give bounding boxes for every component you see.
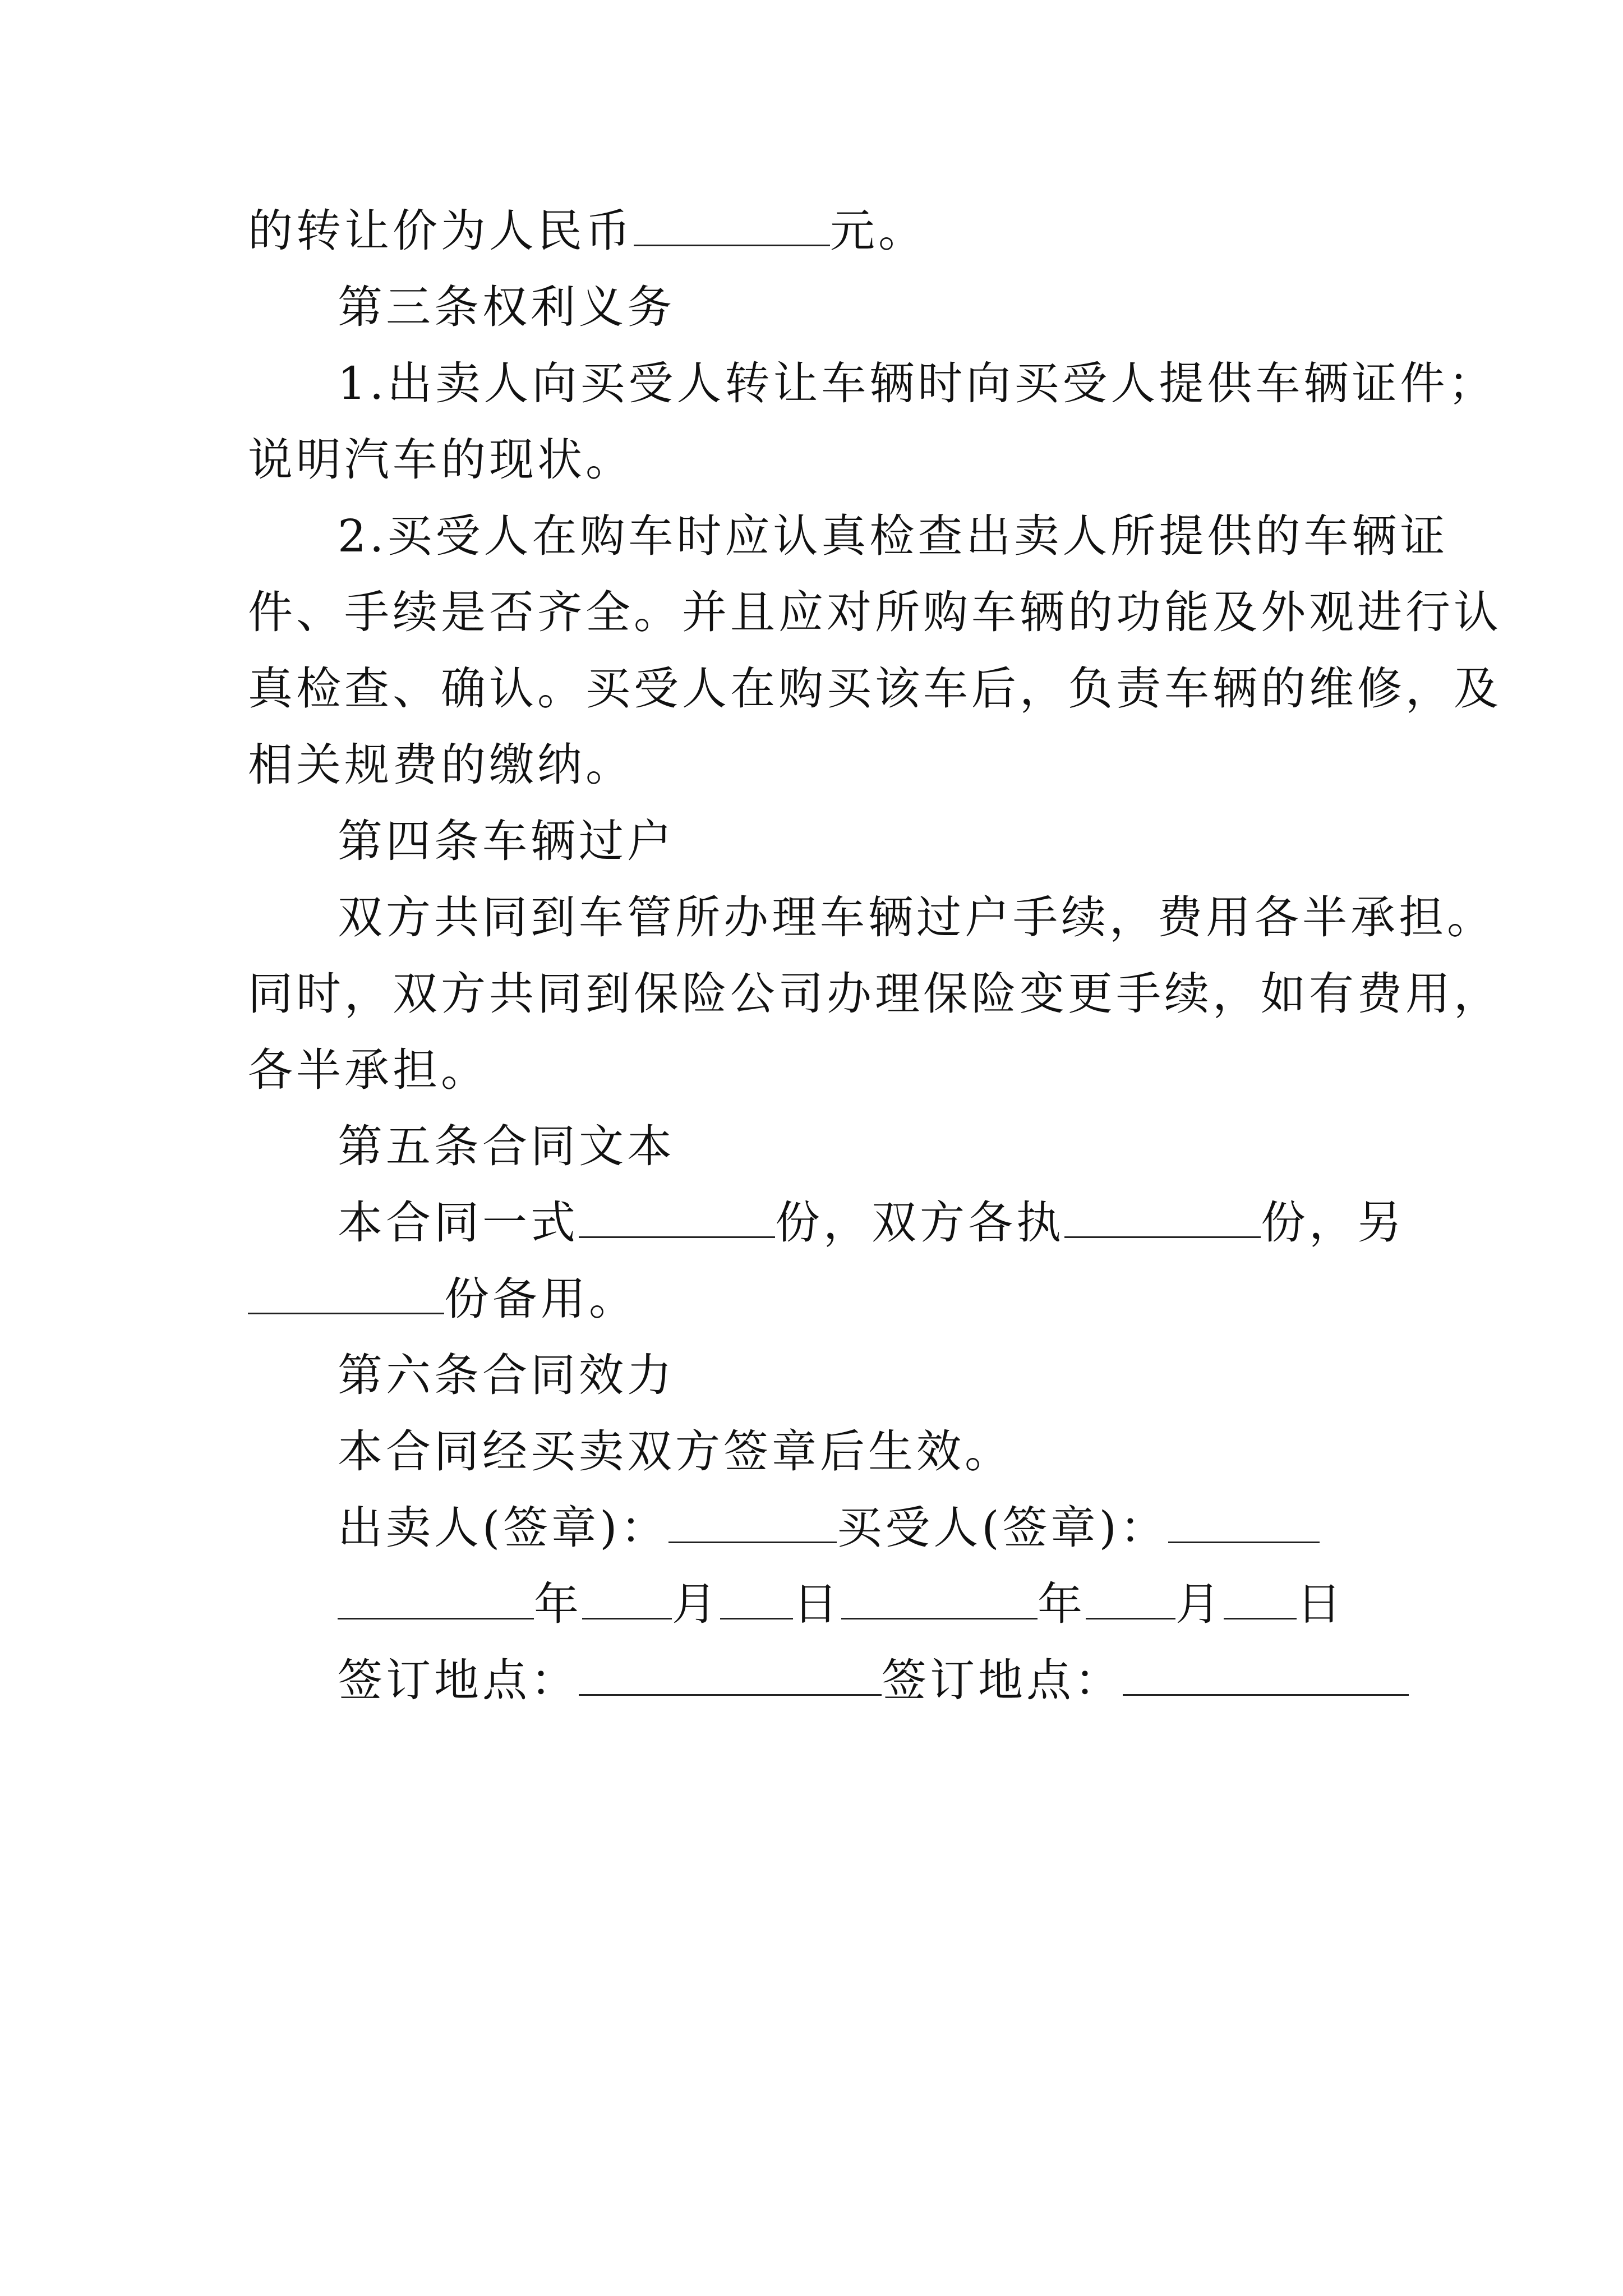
article-3-heading: 第三条权利义务 bbox=[338, 281, 675, 333]
buyer-day-label: 日 bbox=[1297, 1578, 1345, 1630]
buyer-month-blank bbox=[1086, 1579, 1175, 1619]
buyer-month-label: 月 bbox=[1175, 1578, 1224, 1630]
seller-place-blank bbox=[579, 1655, 882, 1696]
article-4-text-line-1: 双方共同到车管所办理车辆过户手续，费用各半承担。 bbox=[338, 891, 1495, 944]
article-3-item-2-line-2: 件、手续是否齐全。并且应对所购车辆的功能及外观进行认 bbox=[248, 586, 1502, 638]
copies-each-blank bbox=[1064, 1197, 1261, 1238]
article-3-item-2-line-3: 真检查、确认。买受人在购买该车后，负责车辆的维修，及 bbox=[248, 662, 1502, 715]
article-6-heading: 第六条合同效力 bbox=[338, 1349, 675, 1401]
copies-each-label: 份，双方各执 bbox=[775, 1197, 1064, 1249]
signature-line bbox=[338, 1500, 1320, 1556]
article-6-text: 本合同经买卖双方签章后生效。 bbox=[338, 1425, 1013, 1478]
buyer-signature-label: 买受人(签章)： bbox=[837, 1502, 1168, 1554]
price-line bbox=[248, 203, 926, 259]
signing-place-line bbox=[338, 1653, 1409, 1709]
seller-signature-label: 出卖人(签章)： bbox=[338, 1502, 669, 1554]
seller-month-label: 月 bbox=[672, 1578, 720, 1630]
buyer-place-blank bbox=[1123, 1655, 1409, 1696]
article-5-heading: 第五条合同文本 bbox=[338, 1120, 675, 1172]
seller-day-label: 日 bbox=[793, 1578, 841, 1630]
buyer-place-label: 签订地点： bbox=[882, 1654, 1123, 1706]
seller-signature-blank bbox=[668, 1502, 837, 1543]
date-line bbox=[338, 1576, 1345, 1632]
seller-place-label: 签订地点： bbox=[338, 1654, 579, 1706]
article-3-item-2-line-4: 相关规费的缴纳。 bbox=[248, 739, 634, 791]
article-4-text-line-3: 各半承担。 bbox=[248, 1044, 489, 1096]
price-label: 的转让价为人民币 bbox=[248, 205, 634, 257]
copies-extra-label: 份，另 bbox=[1261, 1197, 1405, 1249]
copies-backup-line bbox=[248, 1271, 637, 1327]
article-3-item-1-line-2: 说明汽车的现状。 bbox=[248, 434, 634, 486]
copies-backup-blank bbox=[248, 1273, 444, 1314]
seller-year-blank bbox=[338, 1579, 534, 1619]
buyer-year-blank bbox=[841, 1579, 1038, 1619]
article-3-item-1-line-1: 1.出卖人向买受人转让车辆时向买受人提供车辆证件； bbox=[338, 357, 1497, 409]
article-3-item-2-line-1: 2.买受人在购车时应认真检查出卖人所提供的车辆证 bbox=[338, 510, 1449, 562]
buyer-day-blank bbox=[1224, 1579, 1297, 1619]
article-4-text-line-2: 同时，双方共同到保险公司办理保险变更手续，如有费用， bbox=[248, 968, 1502, 1020]
seller-month-blank bbox=[582, 1579, 672, 1619]
buyer-year-label: 年 bbox=[1038, 1578, 1086, 1630]
seller-year-label: 年 bbox=[534, 1578, 582, 1630]
price-unit: 元。 bbox=[830, 205, 926, 257]
copies-line bbox=[338, 1195, 1405, 1251]
price-blank bbox=[634, 205, 830, 246]
seller-day-blank bbox=[720, 1579, 793, 1619]
copies-total-blank bbox=[579, 1197, 775, 1238]
buyer-signature-blank bbox=[1168, 1502, 1320, 1543]
article-4-heading: 第四条车辆过户 bbox=[338, 815, 675, 867]
copies-backup-label: 份备用。 bbox=[444, 1273, 637, 1325]
copies-label: 本合同一式 bbox=[338, 1197, 579, 1249]
